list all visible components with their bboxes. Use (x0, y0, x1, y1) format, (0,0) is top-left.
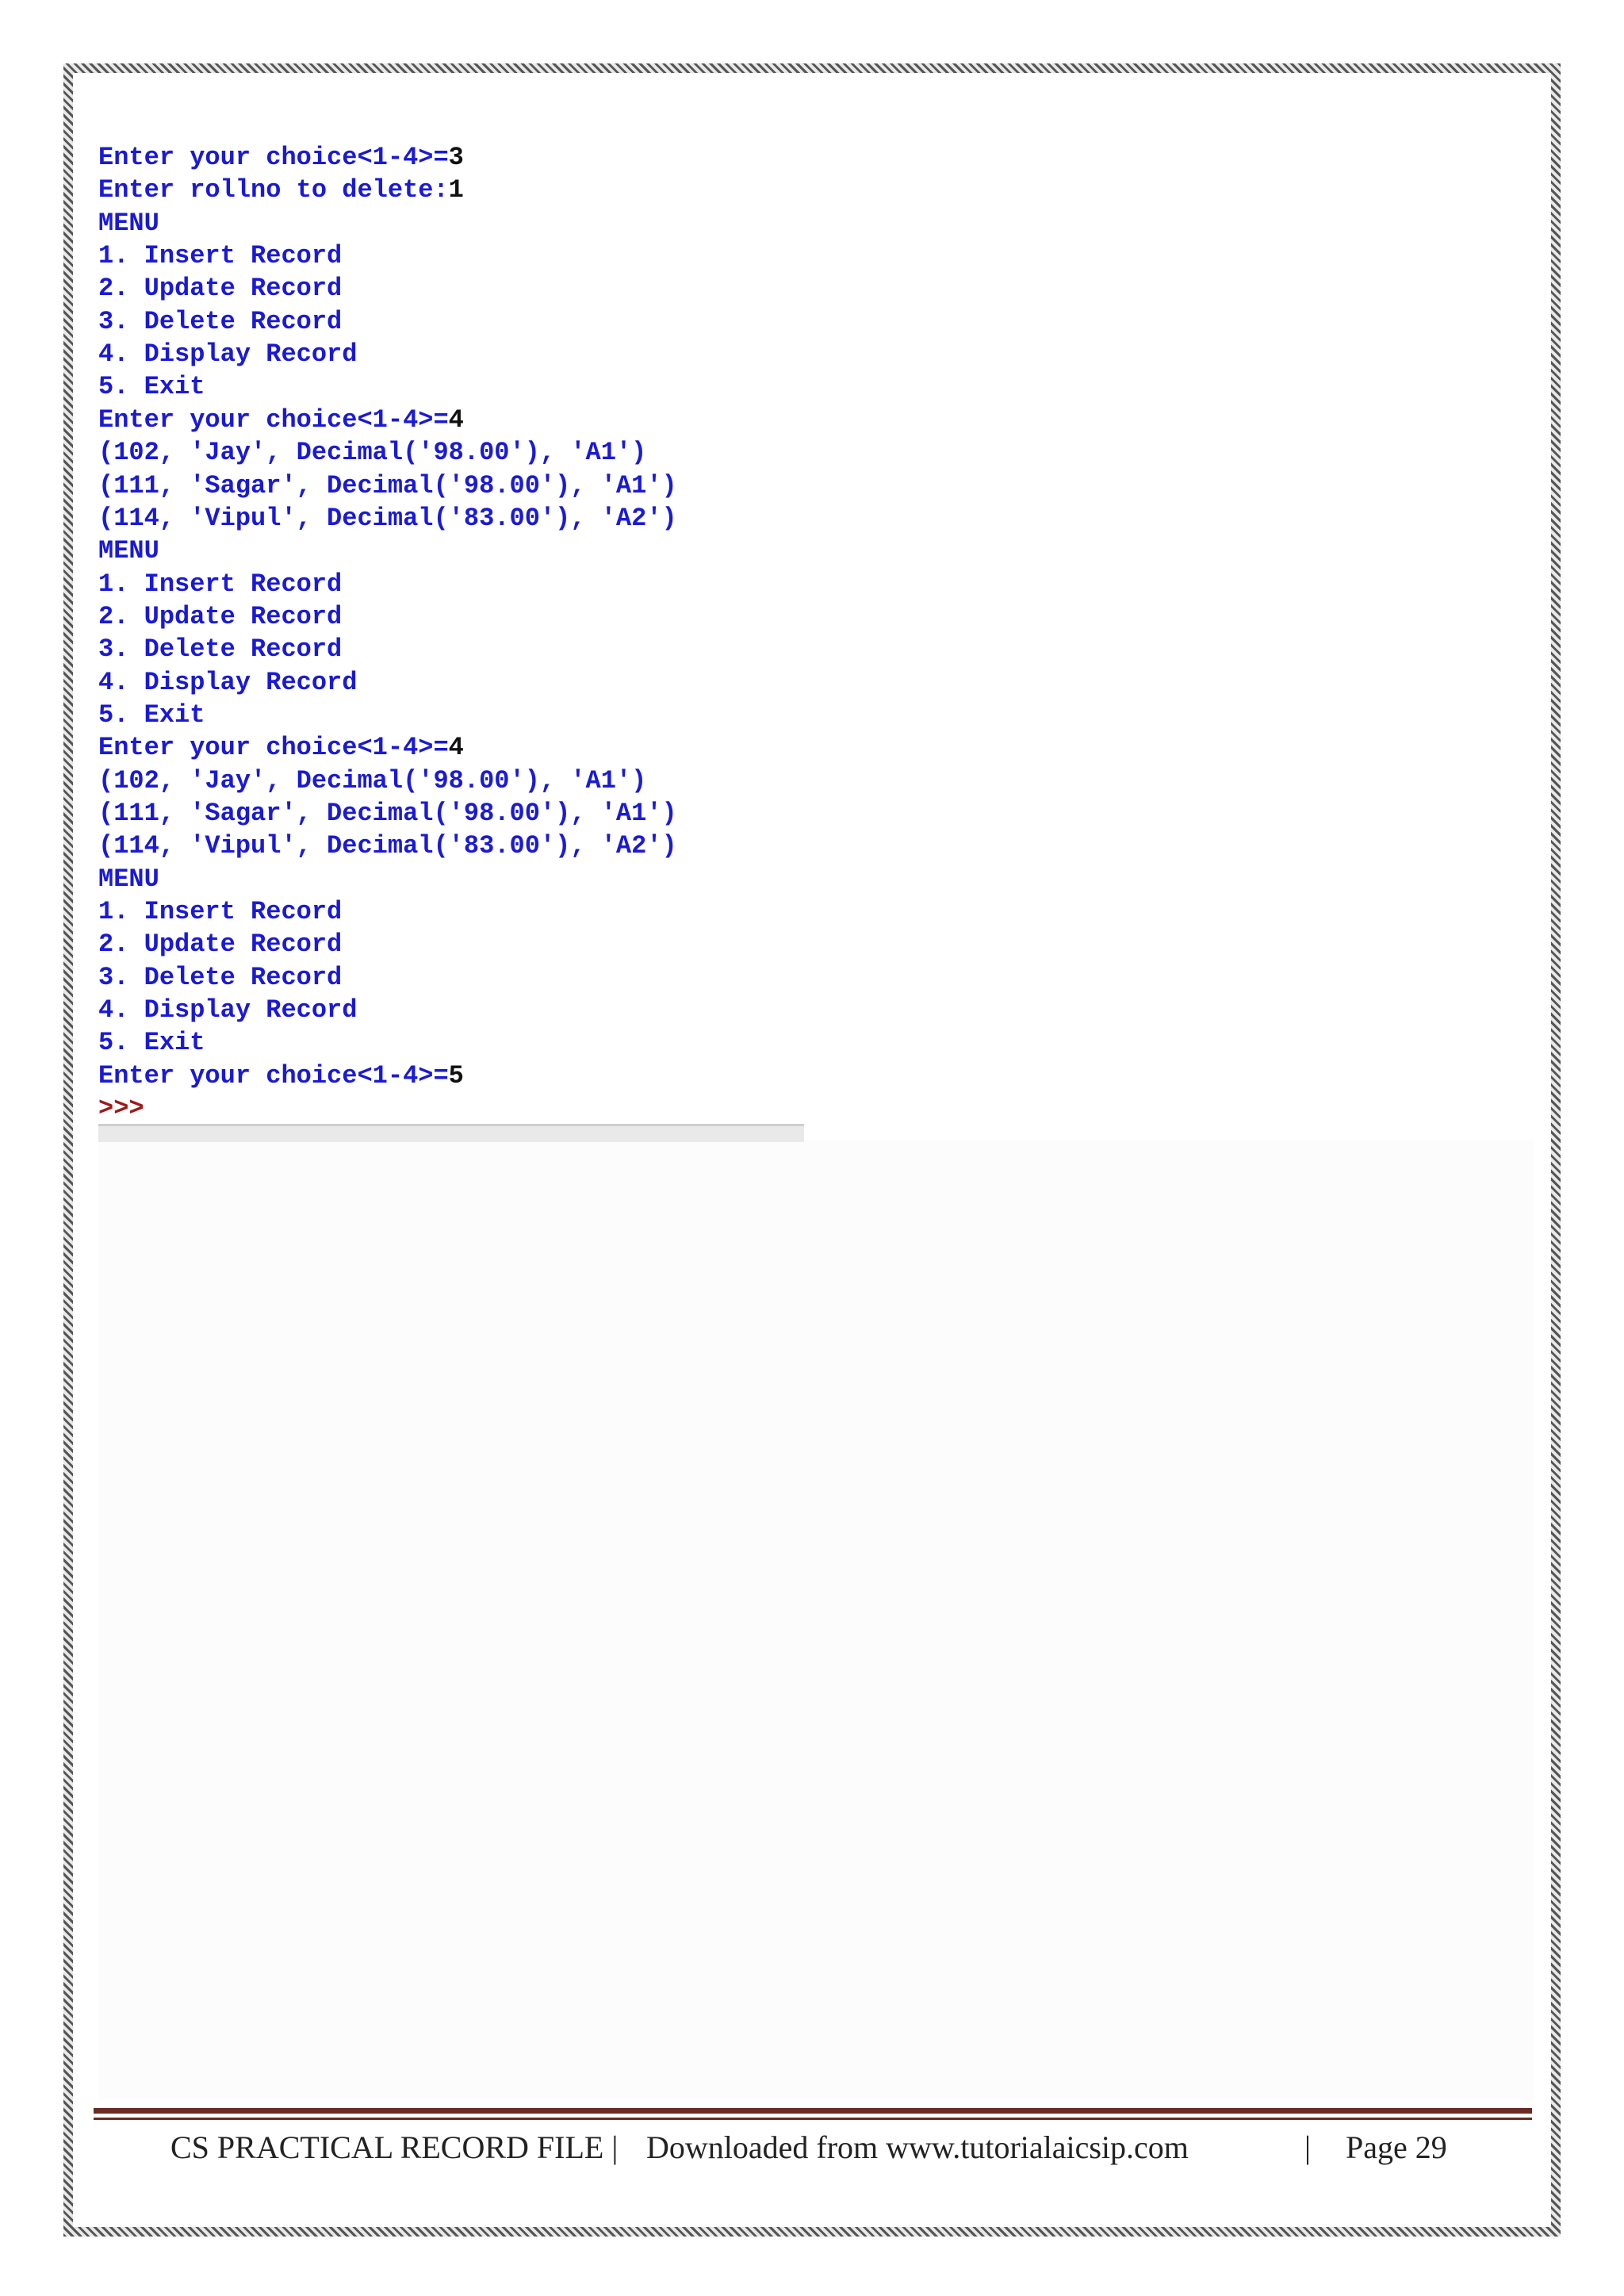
footer-source: Downloaded from www.tutorialaicsip.com (646, 2129, 1189, 2165)
console-text: 1. Insert Record (98, 897, 343, 927)
footer-rule (94, 2108, 1532, 2114)
console-text: MENU (98, 208, 159, 238)
console-line (98, 404, 464, 436)
footer-page-number: Page 29 (1346, 2129, 1447, 2165)
console-line (98, 272, 342, 305)
console-line (98, 436, 646, 469)
console-user-input: 4 (448, 733, 464, 763)
console-text: 4. Display Record (98, 667, 358, 697)
console-text: MENU (98, 536, 159, 566)
console-line (98, 174, 464, 206)
console-line (98, 765, 646, 797)
console-text: 1. Insert Record (98, 241, 343, 271)
console-text: Enter your choice<1-4>= (98, 1060, 449, 1091)
console-line (98, 600, 342, 633)
console-text: (114, 'Vipul', Decimal('83.00'), 'A2') (98, 503, 677, 533)
console-line (98, 994, 357, 1026)
console-text: 3. Delete Record (98, 306, 343, 336)
console-line (98, 370, 205, 403)
console-line (98, 699, 205, 731)
console-line (98, 1026, 205, 1059)
console-text: 3. Delete Record (98, 962, 343, 992)
console-line (98, 535, 159, 567)
footer-separator: | (1304, 2129, 1312, 2165)
console-user-input: 3 (448, 143, 464, 172)
console-text: 2. Update Record (98, 274, 343, 304)
console-line (98, 731, 464, 764)
console-text: (111, 'Sagar', Decimal('98.00'), 'A1') (98, 799, 677, 828)
console-text: 1. Insert Record (98, 569, 343, 599)
console-line (98, 863, 159, 895)
python-shell-output (98, 136, 804, 1140)
console-text: (102, 'Jay', Decimal('98.00'), 'A1') (98, 438, 647, 468)
console-text: 2. Update Record (98, 601, 343, 631)
console-text: MENU (98, 864, 159, 894)
console-line (98, 470, 677, 502)
console-line (98, 928, 342, 960)
shell-bottom-bar (98, 1124, 804, 1142)
console-line (98, 961, 342, 994)
console-line (98, 207, 159, 240)
page-body (98, 1140, 1534, 2099)
console-line (98, 568, 342, 600)
console-text: (102, 'Jay', Decimal('98.00'), 'A1') (98, 765, 647, 795)
console-line (98, 240, 342, 272)
console-text: 2. Update Record (98, 930, 343, 960)
console-user-input: 4 (448, 404, 464, 435)
console-line (98, 338, 357, 370)
console-line (98, 797, 677, 830)
console-line (98, 830, 677, 862)
console-text: Enter rollno to delete: (98, 175, 449, 205)
console-line (98, 305, 342, 338)
console-user-input: 5 (448, 1060, 464, 1091)
console-line (98, 666, 357, 699)
console-line (98, 633, 342, 665)
console-text: Enter your choice<1-4>= (98, 733, 449, 763)
console-text: Enter your choice<1-4>= (98, 404, 449, 435)
console-line (98, 1060, 464, 1092)
console-text: 5. Exit (98, 372, 205, 402)
console-text: 5. Exit (98, 1028, 205, 1058)
console-text: Enter your choice<1-4>= (98, 143, 449, 172)
console-line (98, 895, 342, 928)
console-user-input: 1 (448, 175, 464, 205)
console-text: 4. Display Record (98, 339, 358, 370)
footer-title: CS PRACTICAL RECORD FILE | (170, 2129, 619, 2165)
console-text: 5. Exit (98, 700, 205, 730)
console-text: (114, 'Vipul', Decimal('83.00'), 'A2') (98, 831, 677, 861)
console-text: 3. Delete Record (98, 634, 343, 665)
console-text: (111, 'Sagar', Decimal('98.00'), 'A1') (98, 470, 677, 500)
console-line (98, 502, 677, 535)
console-text: 4. Display Record (98, 995, 358, 1025)
console-line (98, 141, 464, 174)
shell-prompt[interactable]: >>> (98, 1094, 144, 1124)
footer-rule-thin (94, 2118, 1532, 2120)
